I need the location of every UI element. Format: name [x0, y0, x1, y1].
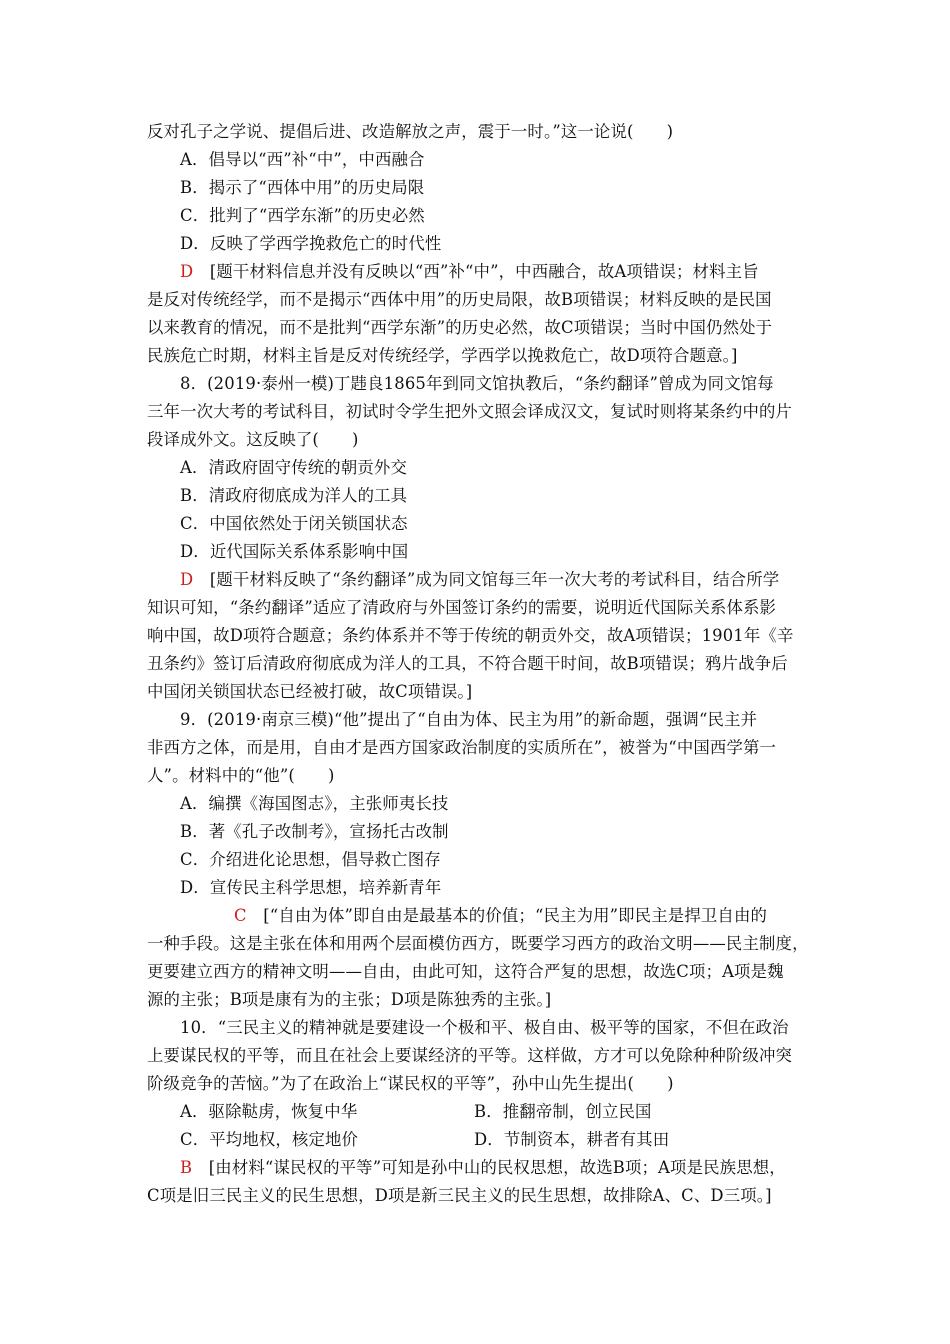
- q7-explanation-line: 是反对传统经学，而不是揭示“西体中用”的历史局限，故B项错误；材料反映的是民国: [147, 290, 772, 309]
- q7-explanation-line: 以来教育的情况，而不是批判“西学东渐”的历史必然，故C项错误；当时中国仍然处于: [147, 318, 773, 337]
- q8-stem-line: 段译成外文。这反映了( ): [147, 430, 359, 449]
- q9-option-a: A．编撰《海国图志》，主张师夷长技: [180, 794, 449, 813]
- q10-stem-line: 上要谋民权的平等，而且在社会上要谋经济的平等。这样做，方才可以免除种种阶级冲突: [147, 1046, 793, 1065]
- q10-option-b: B．推翻帝制，创立民国: [474, 1102, 652, 1121]
- q10-option-d: D．节制资本，耕者有其田: [474, 1130, 670, 1149]
- q8-option-b: B．清政府彻底成为洋人的工具: [180, 486, 408, 505]
- q9-option-b: B．著《孔子改制考》，宣扬托古改制: [180, 822, 449, 841]
- q7-explanation-line: 民族危亡时期，材料主旨是反对传统经学，学西学以挽救危亡，故D项符合题意。]: [147, 346, 738, 365]
- q8-stem-line: 8．(2019·泰州一模)丁韪良1865年到同文馆执教后，“条约翻译”曾成为同文馆每: [180, 374, 774, 393]
- q10-option-a: A．驱除鞑虏，恢复中华: [180, 1102, 358, 1121]
- q9-explanation-line: 更要建立西方的精神文明——自由，由此可知，这符合严复的思想，故选C项；A项是魏: [147, 962, 784, 981]
- q7-stem-tail: 反对孔子之学说、提倡后进、改造解放之声，震于一时。”这一论说( ): [147, 122, 674, 141]
- q7-option-b: B．揭示了“西体中用”的历史局限: [180, 178, 425, 197]
- q8-explanation-line: 丑条约》签订后清政府彻底成为洋人的工具，不符合题干时间，故B项错误；鸦片战争后: [147, 654, 788, 673]
- q9-stem-line: 非西方之体，而是用，自由才是西方国家政治制度的实质所在”，被誉为“中国西学第一: [147, 738, 777, 757]
- q9-explanation-line: 一种手段。这是主张在体和用两个层面模仿西方，既要学习西方的政治文明——民主制度，: [147, 934, 809, 953]
- q8-explanation-line: D [题干材料反映了“条约翻译”成为同文馆每三年一次大考的考试科目，结合所学: [180, 570, 780, 589]
- q7-option-a: A．倡导以“西”补“中”，中西融合: [180, 150, 425, 169]
- q8-explanation-line: 中国闭关锁国状态已经被打破，故C项错误。]: [147, 682, 473, 701]
- q7-option-c: C．批判了“西学东渐”的历史必然: [180, 206, 425, 225]
- q7-answer: D: [180, 262, 194, 281]
- q8-explanation-line: 响中国，故D项符合题意；条约体系并不等于传统的朝贡外交，故A项错误；1901年《辛: [147, 626, 794, 645]
- q8-option-d: D．近代国际关系体系影响中国: [180, 542, 409, 561]
- q9-explanation-line: C [“自由为体”即自由是最基本的价值；“民主为用”即民主是捍卫自由的: [234, 906, 768, 925]
- q10-answer: B: [180, 1158, 193, 1177]
- q9-stem-line: 人”。材料中的“他”( ): [147, 766, 335, 785]
- q7-explanation-line: D [题干材料信息并没有反映以“西”补“中”，中西融合，故A项错误；材料主旨: [180, 262, 759, 281]
- q10-explanation-line: B [由材料“谋民权的平等”可知是孙中山的民权思想，故选B项；A项是民族思想，: [180, 1158, 786, 1177]
- q7-option-d: D．反映了学西学挽救危亡的时代性: [180, 234, 442, 253]
- q9-option-d: D．宣传民主科学思想，培养新青年: [180, 878, 442, 897]
- q9-answer: C: [234, 906, 247, 925]
- q8-explanation-line: 知识可知，“条约翻译”适应了清政府与外国签订条约的需要，说明近代国际关系体系影: [147, 598, 777, 617]
- q9-explanation-line: 源的主张；B项是康有为的主张；D项是陈独秀的主张。]: [147, 990, 552, 1009]
- q8-option-c: C．中国依然处于闭关锁国状态: [180, 514, 408, 533]
- q10-option-c: C．平均地权，核定地价: [180, 1130, 359, 1149]
- q10-explanation-line: C项是旧三民主义的民生思想，D项是新三民主义的民生思想，故排除A、C、D三项。]: [147, 1186, 772, 1205]
- q9-stem-line: 9．(2019·南京三模)“他”提出了“自由为体、民主为用”的新命题，强调“民主并: [180, 710, 758, 729]
- q8-option-a: A．清政府固守传统的朝贡外交: [180, 458, 408, 477]
- q8-answer: D: [180, 570, 194, 589]
- q9-option-c: C．介绍进化论思想，倡导救亡图存: [180, 850, 441, 869]
- q10-stem-line: 10．“三民主义的精神就是要建设一个极和平、极自由、极平等的国家，不但在政治: [180, 1018, 789, 1037]
- q10-stem-line: 阶级竞争的苦恼。”为了在政治上“谋民权的平等”，孙中山先生提出( ): [147, 1074, 674, 1093]
- q8-stem-line: 三年一次大考的考试科目，初试时令学生把外文照会译成汉文，复试时则将某条约中的片: [147, 402, 793, 421]
